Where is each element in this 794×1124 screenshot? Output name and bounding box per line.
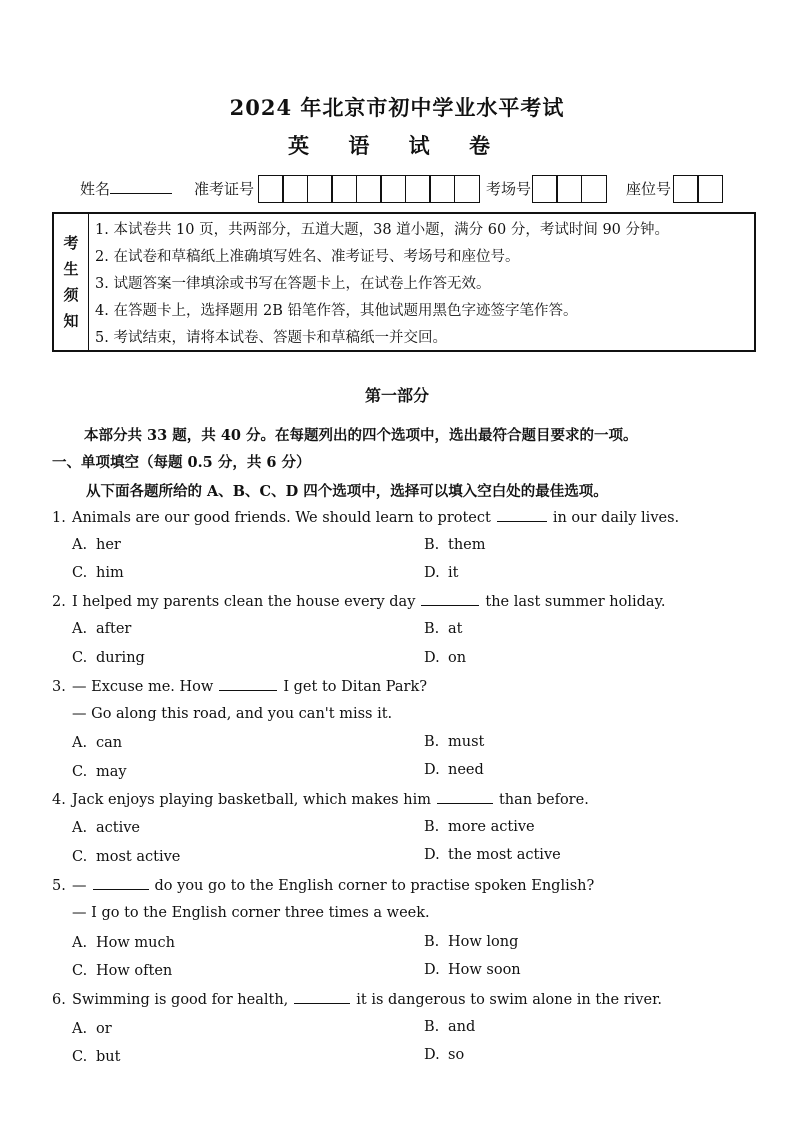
answer-blank: [437, 791, 493, 804]
seat-number-label: 座位号: [626, 180, 672, 198]
digit-box[interactable]: [380, 175, 406, 203]
option-2a[interactable]: A. after: [72, 621, 132, 637]
room-number-label: 考场号: [486, 180, 532, 198]
notice-item: 5. 考试结束，请将本试卷、答题卡和草稿纸一并交回。: [95, 330, 447, 346]
question-4: 4. Jack enjoys playing basketball, which makes him than before.: [52, 792, 589, 808]
section-title: 第一部分: [364, 386, 429, 405]
exam-subtitle: 英 语 试 卷: [288, 133, 506, 158]
name-field[interactable]: [80, 178, 172, 199]
option-3c[interactable]: C. may: [72, 764, 127, 780]
option-5c[interactable]: C. How often: [72, 963, 173, 979]
part-title: 一、单项填空（每题 0.5 分，共 6 分）: [52, 454, 311, 471]
option-5b[interactable]: B. How long: [424, 934, 519, 950]
notice-item: 2. 在试卷和草稿纸上准确填写姓名、准考证号、考场号和座位号。: [95, 249, 520, 265]
digit-box[interactable]: [429, 175, 455, 203]
option-3d[interactable]: D. need: [424, 762, 484, 778]
question-1: 1. Animals are our good friends. We should learn to protect in our daily lives.: [52, 510, 680, 526]
answer-blank: [219, 678, 277, 691]
digit-box[interactable]: [356, 175, 382, 203]
question-5: 5. — do you go to the English corner to practise spoken English?: [52, 878, 595, 894]
digit-box[interactable]: [454, 175, 480, 203]
answer-blank: [93, 877, 149, 890]
notice-items: [89, 214, 754, 350]
option-4c[interactable]: C. most active: [72, 849, 181, 865]
digit-box[interactable]: [331, 175, 357, 203]
question-3-reply: — Go along this road, and you can't miss it.: [72, 706, 393, 722]
option-2b[interactable]: B. at: [424, 621, 463, 637]
option-3a[interactable]: A. can: [72, 735, 123, 751]
exam-title: 2024 年北京市初中学业水平考试: [229, 95, 565, 120]
digit-box[interactable]: [282, 175, 308, 203]
answer-blank: [294, 991, 350, 1004]
option-4a[interactable]: A. active: [72, 820, 141, 836]
notice-item: 1. 本试卷共 10 页，共两部分，五道大题，38 道小题，满分 60 分，考试时间 90 分钟。: [95, 222, 670, 238]
option-5d[interactable]: D. How soon: [424, 962, 521, 978]
digit-box[interactable]: [532, 175, 558, 203]
exam-number-boxes[interactable]: [259, 175, 480, 203]
seat-number-boxes[interactable]: [674, 175, 723, 203]
option-5a[interactable]: A. How much: [72, 935, 175, 951]
option-6a[interactable]: A. or: [72, 1021, 112, 1037]
digit-box[interactable]: [258, 175, 284, 203]
name-label: 姓名: [80, 180, 111, 198]
option-4d[interactable]: D. the most active: [424, 847, 561, 863]
room-number-boxes[interactable]: [533, 175, 607, 203]
notice-heading: 考 生 须 知: [54, 214, 89, 350]
option-6c[interactable]: C. but: [72, 1049, 121, 1065]
answer-blank: [497, 509, 547, 522]
question-3: 3. — Excuse me. How I get to Ditan Park?: [52, 679, 428, 695]
question-6: 6. Swimming is good for health, it is dangerous to swim alone in the river.: [52, 992, 663, 1008]
digit-box[interactable]: [673, 175, 699, 203]
section-intro: 本部分共 33 题，共 40 分。在每题列出的四个选项中，选出最符合题目要求的一项。: [84, 427, 638, 444]
option-1c[interactable]: C. him: [72, 565, 124, 581]
notice-item: 4. 在答题卡上，选择题用 2B 铅笔作答，其他试题用黑色字迹签字笔作答。: [95, 303, 578, 319]
candidate-info-row: [0, 172, 794, 206]
option-1a[interactable]: A. her: [72, 537, 121, 553]
digit-box[interactable]: [581, 175, 607, 203]
option-6b[interactable]: B. and: [424, 1019, 476, 1035]
digit-box[interactable]: [556, 175, 582, 203]
notice-item: 3. 试题答案一律填涂或书写在答题卡上，在试卷上作答无效。: [95, 276, 491, 292]
option-3b[interactable]: B. must: [424, 734, 485, 750]
candidate-notice-box: [52, 212, 756, 352]
part-instruction: 从下面各题所给的 A、B、C、D 四个选项中，选择可以填入空白处的最佳选项。: [86, 483, 608, 500]
option-1d[interactable]: D. it: [424, 565, 459, 581]
question-2: 2. I helped my parents clean the house every day the last summer holiday.: [52, 594, 666, 610]
option-2d[interactable]: D. on: [424, 650, 467, 666]
question-5-reply: — I go to the English corner three times a week.: [72, 905, 430, 921]
answer-blank: [421, 593, 479, 606]
name-blank[interactable]: [110, 179, 172, 194]
exam-number-label: 准考证号: [194, 180, 255, 198]
option-4b[interactable]: B. more active: [424, 819, 535, 835]
digit-box[interactable]: [307, 175, 333, 203]
option-2c[interactable]: C. during: [72, 650, 145, 666]
option-1b[interactable]: B. them: [424, 537, 486, 553]
option-6d[interactable]: D. so: [424, 1047, 465, 1063]
digit-box[interactable]: [405, 175, 431, 203]
digit-box[interactable]: [697, 175, 723, 203]
